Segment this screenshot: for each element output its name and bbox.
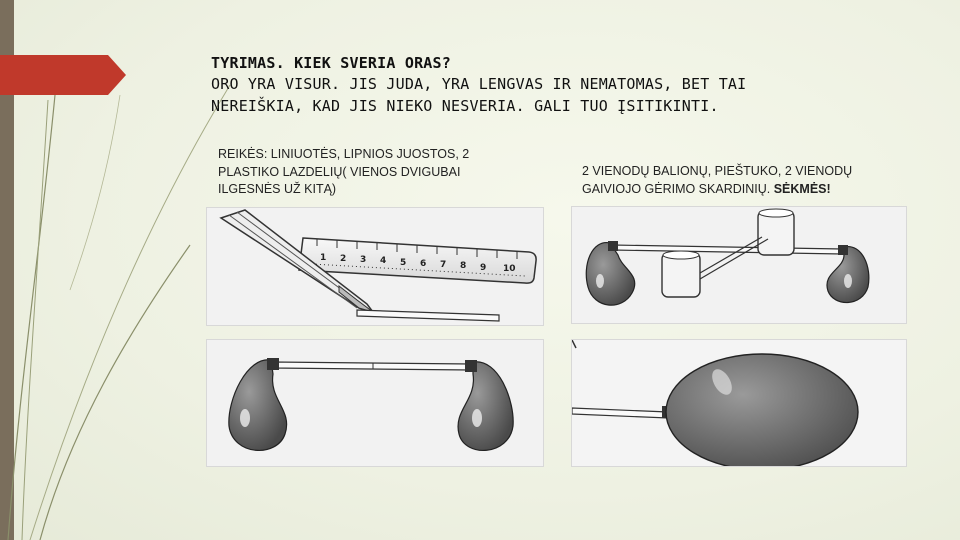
slide-title: TYRIMAS. KIEK SVERIA ORAS? xyxy=(211,54,451,72)
ruler-number-6: 6 xyxy=(420,259,427,269)
slide-subtitle-line-1: ORO YRA VISUR. JIS JUDA, YRA LENGVAS IR NEMATOMAS, BET TAI xyxy=(211,75,747,93)
ruler-number-3: 3 xyxy=(360,255,367,265)
ruler-number-5: 5 xyxy=(400,258,407,268)
materials-left-text xyxy=(218,146,518,199)
big-balloon-illustration xyxy=(571,339,907,467)
balloons-straw-illustration xyxy=(206,339,544,467)
ruler-number-1: 1 xyxy=(320,253,327,263)
materials-left-line-2: PLASTIKO LAZDELIŲ( VIENOS DVIGUBAI xyxy=(218,164,461,179)
good-luck-text: SĖKMĖS! xyxy=(773,181,831,196)
ruler-number-4: 4 xyxy=(380,256,387,266)
materials-right-text xyxy=(582,163,922,198)
ruler-number-7: 7 xyxy=(440,260,447,270)
ruler-number-9: 9 xyxy=(480,263,487,273)
ruler-number-2: 2 xyxy=(340,254,347,264)
balloons-cans-illustration xyxy=(571,206,907,324)
materials-right-line-1: 2 VIENODŲ BALIONŲ, PIEŠTUKO, 2 VIENODŲ xyxy=(582,164,853,178)
red-arrow-tab xyxy=(0,55,126,95)
slide-subtitle-line-2: NEREIŠKIA, KAD JIS NIEKO NESVERIA. GALI TUO ĮSITIKINTI. xyxy=(211,97,719,115)
ruler-number-8: 8 xyxy=(460,261,467,271)
materials-right-line-2 xyxy=(582,181,922,199)
slide-title-block xyxy=(211,53,931,117)
materials-left-line-1: REIKĖS: LINIUOTĖS, LIPNIOS JUOSTOS, 2 xyxy=(218,147,470,161)
materials-left-line-3: ILGESNĖS UŽ KITĄ) xyxy=(218,182,337,196)
ruler-pencil-illustration xyxy=(206,207,544,326)
ruler-number-10: 10 xyxy=(503,264,516,274)
materials-right-line-2-text: GAIVIOJO GĖRIMO SKARDINIŲ. xyxy=(582,181,771,196)
